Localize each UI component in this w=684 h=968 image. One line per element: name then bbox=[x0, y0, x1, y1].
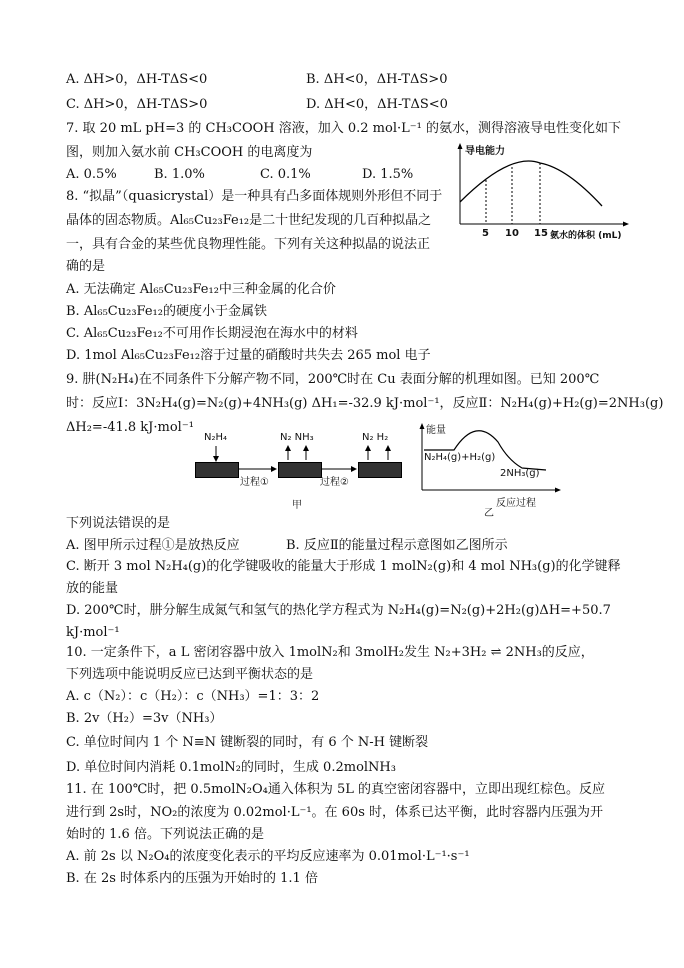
q6-option-c: C. ΔH>0，ΔH-TΔS>0 bbox=[66, 97, 208, 112]
q8-option-c: C. Al₆₅Cu₂₃Fe₁₂不可用作长期浸泡在海水中的材料 bbox=[66, 326, 358, 341]
y-axis-arrow-icon bbox=[458, 143, 463, 149]
q10-stem-line2: 下列选项中能说明反应已达到平衡状态的是 bbox=[66, 667, 314, 682]
label-n2-h2: N₂ H₂ bbox=[362, 432, 389, 443]
arrow-up-icon bbox=[303, 445, 309, 451]
q10-option-c: C. 单位时间内 1 个 N≡N 键断裂的同时，有 6 个 N-H 键断裂 bbox=[66, 735, 429, 750]
energy-x-arrow-icon bbox=[555, 488, 561, 493]
q7-stem-line1: 7. 取 20 mL pH=3 的 CH₃COOH 溶液，加入 0.2 mol·L⁻¹ 的氨水，测得溶液导电性变化如下 bbox=[66, 121, 621, 136]
q10-option-b: B. 2v（H₂）=3v（NH₃） bbox=[66, 711, 223, 726]
label-n2-nh3: N₂ NH₃ bbox=[280, 432, 314, 443]
q8-stem-line2: 晶体的固态物质。Al₆₅Cu₂₃Fe₁₂是二十世纪发现的几百种拟晶之 bbox=[66, 213, 432, 228]
q11-stem-line2: 进行到 2s时，NO₂的浓度为 0.02mol·L⁻¹。在 60s 时，体系已达平衡，此时容器内压强为开 bbox=[66, 805, 604, 820]
q7-option-a: A. 0.5% bbox=[66, 167, 117, 182]
q9-option-d-line2: kJ·mol⁻¹ bbox=[66, 625, 120, 640]
chart-ylabel: 导电能力 bbox=[465, 146, 505, 157]
energy-curve bbox=[424, 431, 546, 470]
q9-option-c-line1: C. 断开 3 mol N₂H₄(g)的化学键吸收的能量大于形成 1 molN₂(g)和 4 mol NH₃(g)的化学键释 bbox=[66, 559, 621, 574]
q11-option-a: A. 前 2s 以 N₂O₄的浓度变化表示的平均反应速率为 0.01mol·L⁻¹·s⁻¹ bbox=[66, 849, 470, 864]
q7-option-b: B. 1.0% bbox=[154, 167, 205, 182]
label-product: 2NH₃(g) bbox=[500, 468, 540, 479]
energy-y-arrow-icon bbox=[420, 423, 425, 429]
label-process-2: 过程② bbox=[320, 477, 349, 488]
label-energy: 能量 bbox=[426, 425, 446, 436]
arrow-up-icon bbox=[365, 445, 371, 451]
label-n2h4: N₂H₄ bbox=[204, 432, 228, 443]
q8-option-d: D. 1mol Al₆₅Cu₂₃Fe₁₂溶于过量的硝酸时共失去 265 mol 电子 bbox=[66, 348, 431, 363]
arrow-down-icon bbox=[213, 456, 219, 462]
q9-stem-line2: 时：反应Ⅰ：3N₂H₄(g)=N₂(g)+4NH₃(g) ΔH₁=-32.9 kJ·mol⁻¹，反应Ⅱ：N₂H₄(g)+H₂(g)=2NH₃(g) bbox=[66, 396, 664, 411]
q6-option-b: B. ΔH<0，ΔH-TΔS>0 bbox=[306, 72, 448, 87]
q9-stem-line3: ΔH₂=-41.8 kJ·mol⁻¹ bbox=[66, 420, 194, 435]
q11-stem-line1: 11. 在 100℃时，把 0.5molN₂O₄通入体积为 5L 的真空密闭容器中，立即出现红棕色。反应 bbox=[66, 782, 606, 797]
arrow-up-icon bbox=[285, 445, 291, 451]
arrow-up-icon bbox=[385, 445, 391, 451]
q10-stem-line1: 10. 一定条件下，a L 密闭容器中放入 1molN₂和 3molH₂发生 N₂+3H₂ ⇌ 2NH₃的反应， bbox=[66, 645, 594, 660]
q9-option-a: A. 图甲所示过程①是放热反应 bbox=[66, 538, 240, 553]
label-jia: 甲 bbox=[292, 500, 302, 511]
q8-option-a: A. 无法确定 Al₆₅Cu₂₃Fe₁₂中三种金属的化合价 bbox=[66, 282, 336, 297]
label-reaction-path: 反应过程 bbox=[496, 498, 536, 509]
mechanism-figure bbox=[190, 432, 410, 512]
label-process-1: 过程① bbox=[240, 477, 269, 488]
q10-option-d: D. 单位时间内消耗 0.1molN₂的同时，生成 0.2molNH₃ bbox=[66, 760, 396, 775]
chart-tick-5: 5 bbox=[482, 228, 489, 239]
q11-option-b: B. 在 2s 时体系内的压强为开始时的 1.1 倍 bbox=[66, 871, 318, 886]
arrow-right-icon bbox=[271, 466, 277, 472]
q9-question: 下列说法错误的是 bbox=[66, 516, 171, 531]
arrow-right-icon bbox=[351, 466, 357, 472]
q9-stem-line1: 9. 肼(N₂H₄)在不同条件下分解产物不同，200℃时在 Cu 表面分解的机理如图。已知 200℃ bbox=[66, 372, 600, 387]
q7-option-d: D. 1.5% bbox=[362, 167, 414, 182]
conductivity-curve bbox=[460, 161, 602, 206]
x-axis-arrow-icon bbox=[623, 222, 629, 227]
q10-option-a: A. c（N₂）：c（H₂）：c（NH₃）=1：3：2 bbox=[66, 689, 320, 704]
q11-stem-line3: 始时的 1.6 倍。下列说法正确的是 bbox=[66, 827, 264, 842]
q8-option-b: B. Al₆₅Cu₂₃Fe₁₂的硬度小于金属铁 bbox=[66, 304, 267, 319]
q9-option-b: B. 反应Ⅱ的能量过程示意图如乙图所示 bbox=[286, 538, 508, 553]
q6-option-a: A. ΔH>0，ΔH-TΔS<0 bbox=[66, 72, 208, 87]
conductivity-chart bbox=[452, 140, 632, 246]
q6-option-d: D. ΔH<0，ΔH-TΔS<0 bbox=[306, 97, 448, 112]
chart-tick-10: 10 bbox=[505, 228, 519, 239]
chart-tick-15: 15 bbox=[534, 228, 548, 239]
q8-stem-line4: 确的是 bbox=[66, 259, 106, 274]
chart-xlabel: 氨水的体积 (mL) bbox=[550, 231, 622, 241]
q7-stem-line2: 图，则加入氨水前 CH₃COOH 的电离度为 bbox=[66, 145, 313, 160]
label-reactants: N₂H₄(g)+H₂(g) bbox=[424, 452, 496, 463]
label-yi: 乙 bbox=[484, 508, 494, 519]
q7-option-c: C. 0.1% bbox=[260, 167, 311, 182]
energy-diagram bbox=[414, 420, 564, 519]
q8-stem-line1: 8. “拟晶”（quasicrystal）是一种具有凸多面体规则外形但不同于 bbox=[66, 189, 443, 204]
q8-stem-line3: 一，具有合金的某些优良物理性能。下列有关这种拟晶的说法正 bbox=[66, 237, 431, 252]
q9-option-c-line2: 放的能量 bbox=[66, 581, 119, 596]
q9-option-d-line1: D. 200℃时，肼分解生成氮气和氢气的热化学方程式为 N₂H₄(g)=N₂(g)+2H₂(g)ΔH=+50.7 bbox=[66, 603, 611, 618]
